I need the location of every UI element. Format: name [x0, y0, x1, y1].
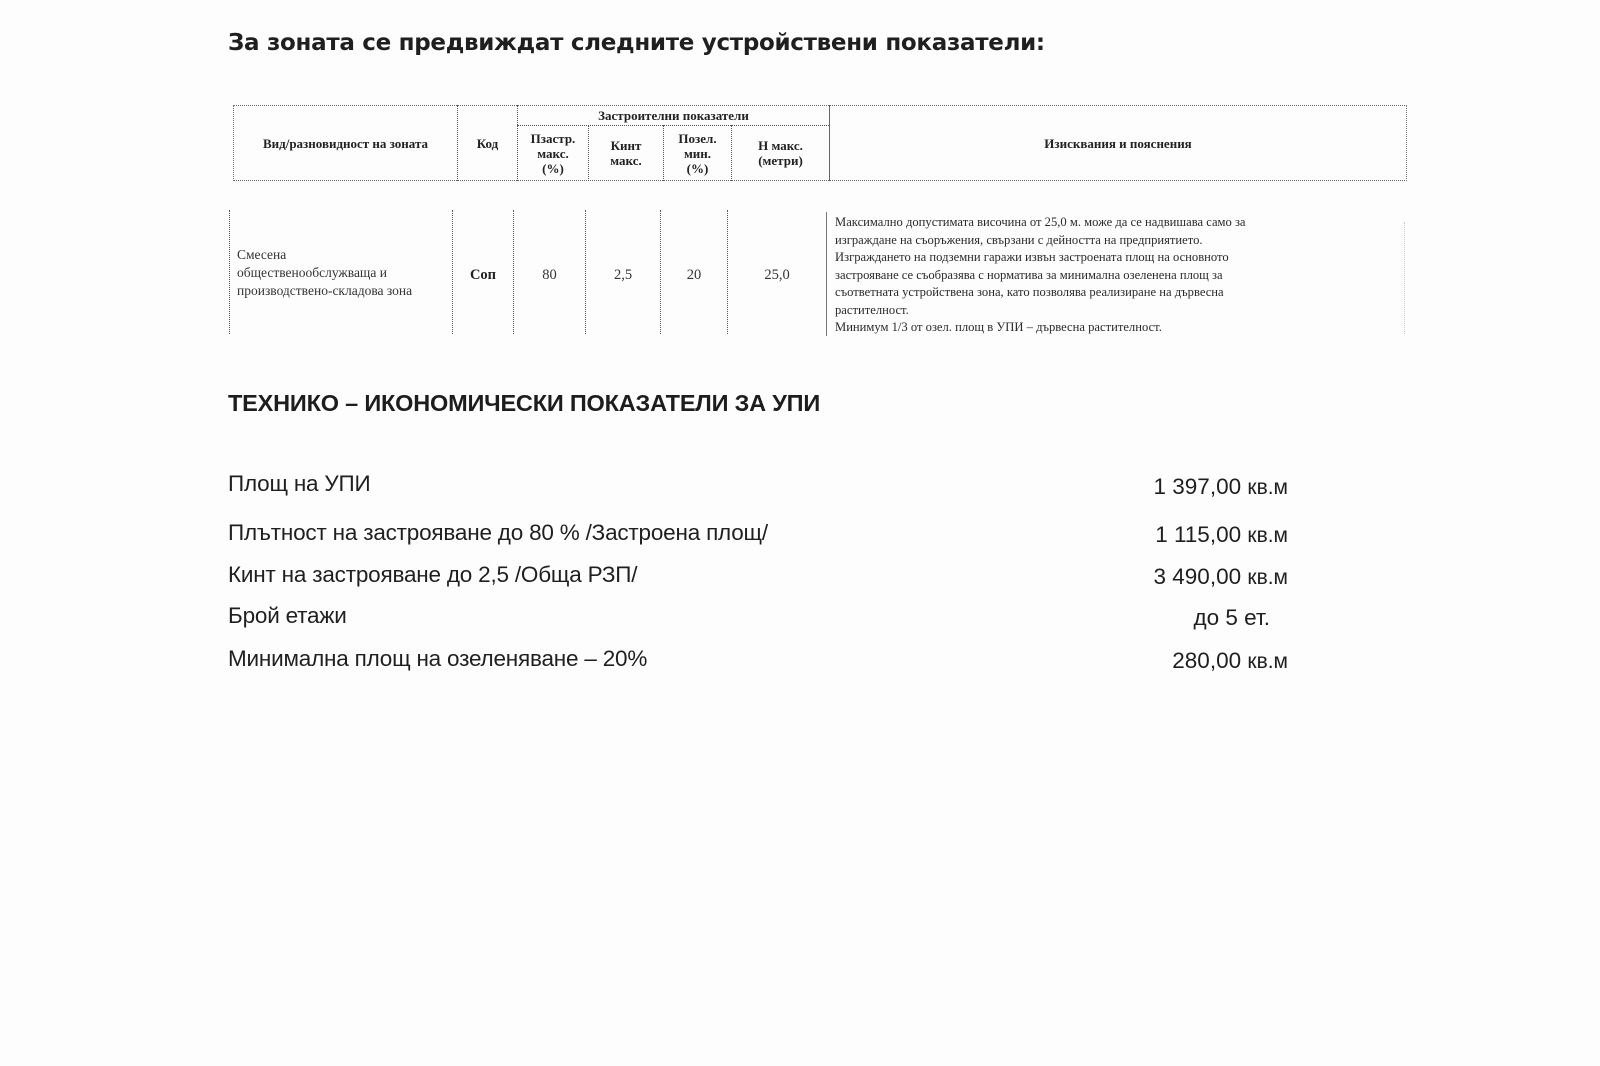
indicator-label: Кинт на застрояване до 2,5 /Обща РЗП/ [228, 562, 638, 587]
indicator-value [1154, 564, 1288, 590]
header-text: мин. [683, 145, 712, 161]
indicator-value [1194, 605, 1271, 631]
header-group-building-indicators: Застроителни показатели [598, 108, 749, 123]
header-text: Пзастр. [530, 130, 576, 146]
header-text: макс. [537, 145, 569, 161]
divider [229, 210, 230, 334]
value-number: 280,00 [1172, 648, 1242, 673]
header-kint-max [589, 126, 663, 180]
document-title: За зоната се предвиждат следните устройствени показатели: [228, 30, 1045, 56]
header-notes: Изисквания и пояснения [1044, 135, 1192, 151]
indicator-label: Площ на УПИ [228, 471, 371, 496]
header-code: Код [476, 135, 499, 151]
table-row-zone-type [237, 246, 452, 302]
header-zone-type: Вид/разновидност на зоната [262, 135, 429, 151]
indicator-label: Плътност на застрояване до 80 % /Застроена площ/ [228, 520, 768, 545]
note-line: растителност. [835, 302, 909, 317]
header-green-min [664, 126, 731, 180]
indicator-label: Брой етажи [228, 603, 347, 628]
indicator-label: Минимална площ на озеленяване – 20% [228, 646, 648, 671]
value-number: 1 397,00 [1153, 474, 1242, 499]
note-line: Максимално допустимата височина от 25,0 м. може да се надвишава само за [835, 215, 1246, 229]
cell-text: Смесена [237, 247, 287, 262]
table-row-density-max: 80 [542, 267, 557, 283]
value-number: 3 490,00 [1153, 564, 1242, 589]
header-text: Позел. [678, 130, 717, 146]
header-density-max [518, 126, 588, 180]
table-row-notes [835, 214, 1375, 336]
header-text: (%) [542, 160, 564, 176]
header-text: Кинт [610, 138, 642, 153]
value-number: до 5 ет. [1193, 605, 1270, 630]
divider [826, 212, 827, 336]
header-text: Н макс. [758, 138, 803, 153]
indicator-value [1172, 648, 1288, 674]
indicator-value [1155, 522, 1288, 548]
value-unit: кв.м [1247, 650, 1288, 673]
note-line: Изграждането на подземни гаражи извън застроената площ на основното [835, 250, 1229, 264]
table-row-notes-container [828, 208, 1388, 336]
header-text: макс. [610, 153, 642, 168]
note-line: Минимум 1/3 от озел. площ в УПИ – дървесна растителност. [835, 320, 1162, 334]
header-text: (метри) [758, 153, 803, 168]
note-line: застрояване се съобразява с норматива за минимална озеленена площ за [835, 267, 1223, 282]
value-unit: кв.м [1247, 476, 1288, 499]
note-line: съответната устройствена зона, като позволява реализиране на дървесна [835, 285, 1224, 299]
indicator-value [1154, 474, 1288, 500]
divider [1404, 222, 1405, 334]
table-row-kint-max: 2,5 [613, 267, 633, 283]
note-line: изграждане на съоръжения, свързани с дейността на предприятието. [835, 232, 1203, 247]
cell-text: производствено-складова зона [237, 283, 413, 298]
value-number: 1 115,00 [1155, 522, 1242, 547]
cell-text: общественообслужваща и [237, 265, 387, 280]
header-text: (%) [686, 160, 709, 176]
table-row-green-min: 20 [686, 267, 702, 283]
value-unit: кв.м [1247, 524, 1288, 547]
table-row-code: Соп [469, 267, 497, 283]
header-height-max [732, 126, 829, 180]
value-unit: кв.м [1247, 566, 1288, 589]
table-row-height-max: 25,0 [764, 267, 790, 283]
section-title-tech-econ-indicators: ТЕХНИКО – ИКОНОМИЧЕСКИ ПОКАЗАТЕЛИ ЗА УПИ [228, 390, 821, 416]
